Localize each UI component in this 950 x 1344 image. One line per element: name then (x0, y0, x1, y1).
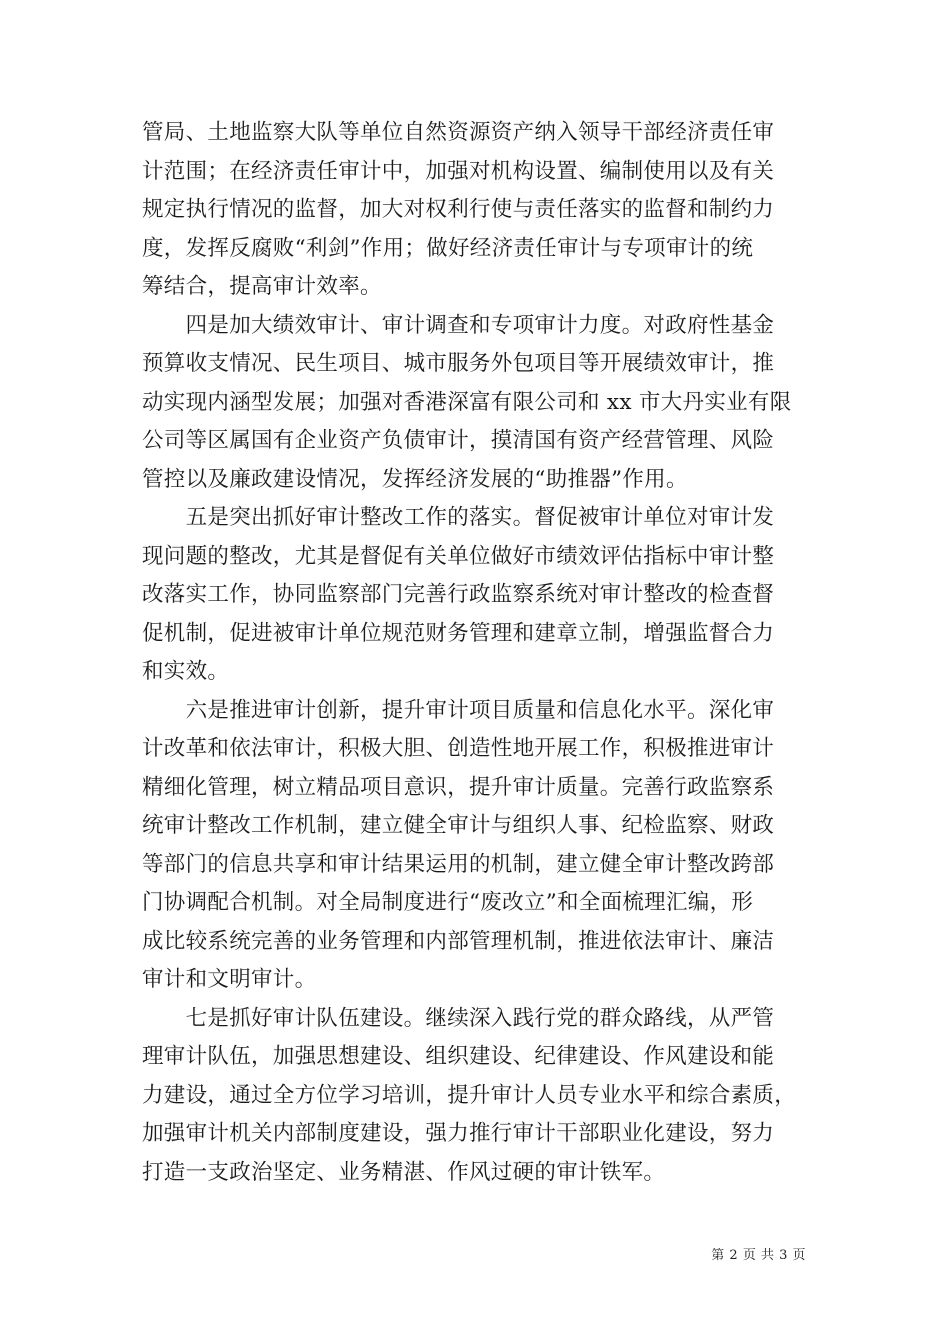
page-number-footer: 第 2 页 共 3 页 (711, 1248, 806, 1263)
paragraph-item-5: 五是突出抓好审计整改工作的落实。督促被审计单位对审计发 现问题的整改，尤其是督促有关单位做好市绩效评估指标中审计整 改落实工作，协同监察部门完善行政监察系统对审计整改的检查督 促机制，促进被审计单位规范财务管理和建章立制，增强监督合力 和实效。 (142, 505, 775, 684)
document-body (142, 114, 810, 1192)
paragraph-item-7: 七是抓好审计队伍建设。继续深入践行党的群众路线，从严管 理审计队伍，加强思想建设、组织建设、纪律建设、作风建设和能 力建设，通过全方位学习培训，提升审计人员专业水平和综合素质， 加强审计机关内部制度建设，强力推行审计干部职业化建设，努力 打造一支政治坚定、业务精湛、作风过硬的审计铁军。 (142, 1005, 797, 1185)
paragraph-item-6: 六是推进审计创新，提升审计项目质量和信息化水平。深化审 计改革和依法审计，积极大胆、创造性地开展工作，积极推进审计 精细化管理，树立精品项目意识，提升审计质量。完善行政监察系 统审计整改工作机制，建立健全审计与组织人事、纪检监察、财政 等部门的信息共享和审计结果运用的机制，建立健全审计整改跨部 门协调配合机制。对全局制度进行“废改立”和全面梳理汇编，形 成比较系统完善的业务管理和内部管理机制，推进依法审计、廉洁 审计和文明审计。 (142, 697, 775, 992)
paragraph-item-4: 四是加大绩效审计、审计调查和专项审计力度。对政府性基金 预算收支情况、民生项目、城市服务外包项目等开展绩效审计，推 动实现内涵型发展；加强对香港深富有限公司和 xx 市大丹实业有限 公司等区属国有企业资产负债审计，摸清国有资产经营管理、风险 管控以及廉政建设情况，发挥经济发展的“助推器”作用。 (142, 312, 792, 492)
paragraph-continuation: 管局、土地监察大队等单位自然资源资产纳入领导干部经济责任审 计范围；在经济责任审计中，加强对机构设置、编制使用以及有关 规定执行情况的监督，加大对权利行使与责任落实的监督和制约力 度，发挥反腐败“利剑”作用；做好经济责任审计与专项审计的统 筹结合，提高审计效率。 (142, 120, 775, 299)
